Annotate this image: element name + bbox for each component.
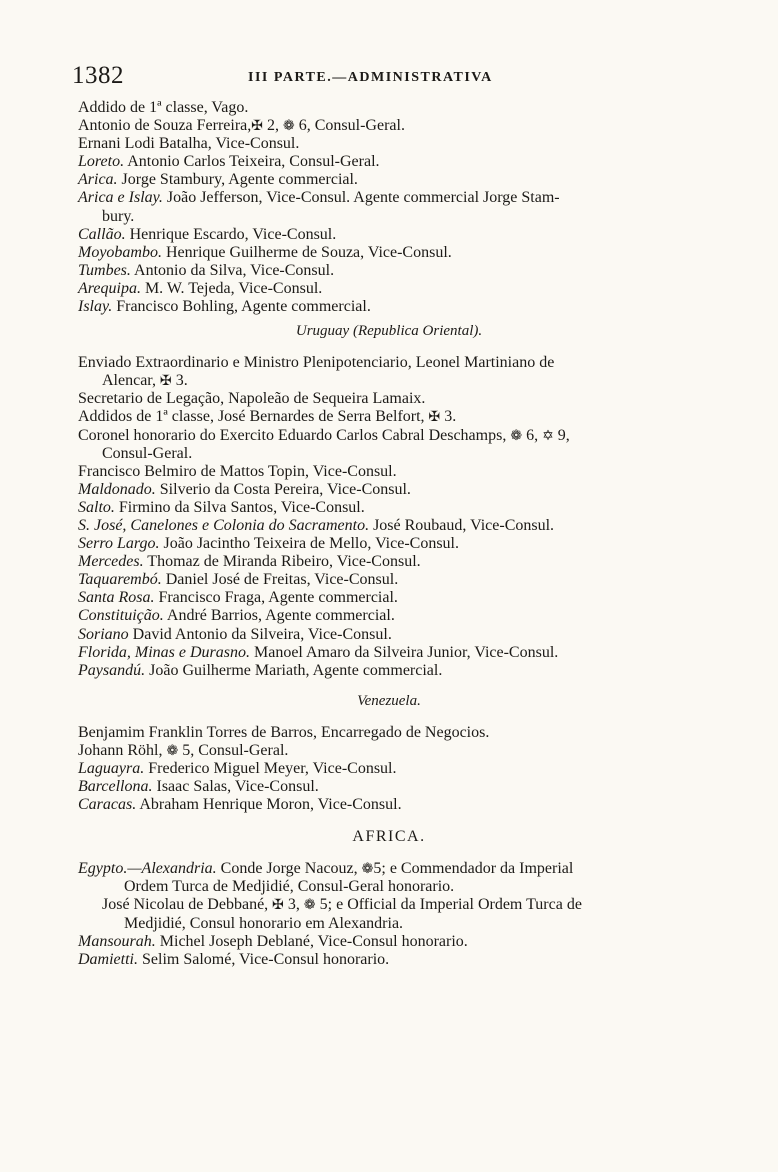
cross-icon: ✠	[251, 118, 264, 135]
running-title: III PARTE.—ADMINISTRATIVA	[248, 70, 493, 85]
list-item: Enviado Extraordinario e Ministro Plenipotenciario, Leonel Martiniano de	[78, 354, 555, 372]
list-item: Egypto.—Alexandria. Conde Jorge Nacouz, ❁5; e Commendador da Imperial	[78, 860, 574, 878]
list-item: Arica e Islay. João Jefferson, Vice-Consul. Agente commercial Jorge Stam-	[78, 189, 560, 207]
cross-icon: ✠	[272, 897, 284, 914]
page-body	[0, 99, 778, 969]
list-item: Islay. Francisco Bohling, Agente commercial.	[78, 298, 371, 316]
list-item: Damietti. Selim Salomé, Vice-Consul honorario.	[78, 950, 390, 968]
list-item: Constituição. André Barrios, Agente commercial.	[78, 607, 395, 625]
section-heading-uruguay: Uruguay (Republica Oriental).	[295, 323, 483, 340]
list-item: Callão. Henrique Escardo, Vice-Consul.	[78, 225, 337, 243]
list-item: Soriano David Antonio da Silveira, Vice-Consul.	[78, 625, 392, 643]
list-item: Moyobambo. Henrique Guilherme de Souza, Vice-Consul.	[78, 243, 452, 261]
list-item: S. José, Canelones e Colonia do Sacramento. José Roubaud, Vice-Consul.	[78, 516, 555, 534]
list-item-continuation: Alencar, ✠ 3.	[102, 372, 188, 390]
list-item: Ernani Lodi Batalha, Vice-Consul.	[78, 135, 300, 153]
list-item: Benjamim Franklin Torres de Barros, Encarregado de Negocios.	[78, 723, 490, 741]
list-item: Antonio de Souza Ferreira,✠ 2, ❁ 6, Consul-Geral.	[78, 117, 405, 135]
list-item: Addidos de 1ª classe, José Bernardes de Serra Belfort, ✠ 3.	[78, 408, 457, 426]
rose-icon: ❁	[510, 427, 523, 444]
list-item: Taquarembó. Daniel José de Freitas, Vice-Consul.	[78, 571, 399, 589]
list-item-continuation: bury.	[102, 207, 135, 225]
list-item: José Nicolau de Debbané, ✠ 3, ❁ 5; e Official da Imperial Ordem Turca de	[102, 896, 582, 914]
list-item: Paysandú. João Guilherme Mariath, Agente commercial.	[78, 661, 443, 679]
list-item: Serro Largo. João Jacintho Teixeira de Mello, Vice-Consul.	[78, 535, 459, 553]
rose-icon: ❁	[166, 742, 179, 759]
page-header	[72, 62, 732, 92]
list-item: Arica. Jorge Stambury, Agente commercial.	[78, 171, 358, 189]
list-item: Mansourah. Michel Joseph Deblané, Vice-Consul honorario.	[78, 932, 468, 950]
list-item: Addido de 1ª classe, Vago.	[78, 99, 249, 116]
list-item: Johann Röhl, ❁ 5, Consul-Geral.	[78, 741, 289, 759]
list-item-continuation: Medjidié, Consul honorario em Alexandria.	[124, 914, 404, 932]
list-item: Mercedes. Thomaz de Miranda Ribeiro, Vice-Consul.	[78, 553, 421, 571]
list-item: Loreto. Antonio Carlos Teixeira, Consul-Geral.	[78, 153, 380, 171]
rose-icon: ❁	[283, 118, 295, 135]
rose-icon: ❁	[361, 861, 374, 878]
list-item: Francisco Belmiro de Mattos Topin, Vice-Consul.	[78, 462, 397, 480]
list-item: Salto. Firmino da Silva Santos, Vice-Consul.	[78, 498, 365, 516]
section-heading-africa: AFRICA.	[352, 828, 426, 846]
list-item: Laguayra. Frederico Miguel Meyer, Vice-Consul.	[78, 760, 397, 777]
rose-icon: ❁	[303, 897, 316, 914]
list-item: Barcellona. Isaac Salas, Vice-Consul.	[78, 778, 319, 796]
cross-icon: ✠	[160, 373, 172, 390]
list-item: Santa Rosa. Francisco Fraga, Agente commercial.	[78, 589, 398, 607]
page-number: 1382	[72, 62, 124, 89]
section-heading-venezuela: Venezuela.	[357, 692, 421, 709]
list-item: Secretario de Legação, Napoleão de Sequeira Lamaix.	[78, 390, 426, 408]
list-item: Maldonado. Silverio da Costa Pereira, Vice-Consul.	[78, 480, 411, 498]
list-item: Florida, Minas e Durasno. Manoel Amaro da Silveira Junior, Vice-Consul.	[78, 643, 559, 661]
list-item: Caracas. Abraham Henrique Moron, Vice-Consul.	[78, 796, 402, 814]
list-item-continuation: Ordem Turca de Medjidié, Consul-Geral honorario.	[124, 878, 455, 896]
cross-icon: ✠	[428, 409, 441, 426]
list-item: Arequipa. M. W. Tejeda, Vice-Consul.	[78, 279, 323, 297]
list-item-continuation: Consul-Geral.	[102, 444, 193, 462]
star-icon: ✡	[542, 427, 554, 444]
list-item: Tumbes. Antonio da Silva, Vice-Consul.	[78, 261, 335, 279]
list-item: Coronel honorario do Exercito Eduardo Carlos Cabral Deschamps, ❁ 6, ✡ 9,	[78, 426, 570, 444]
